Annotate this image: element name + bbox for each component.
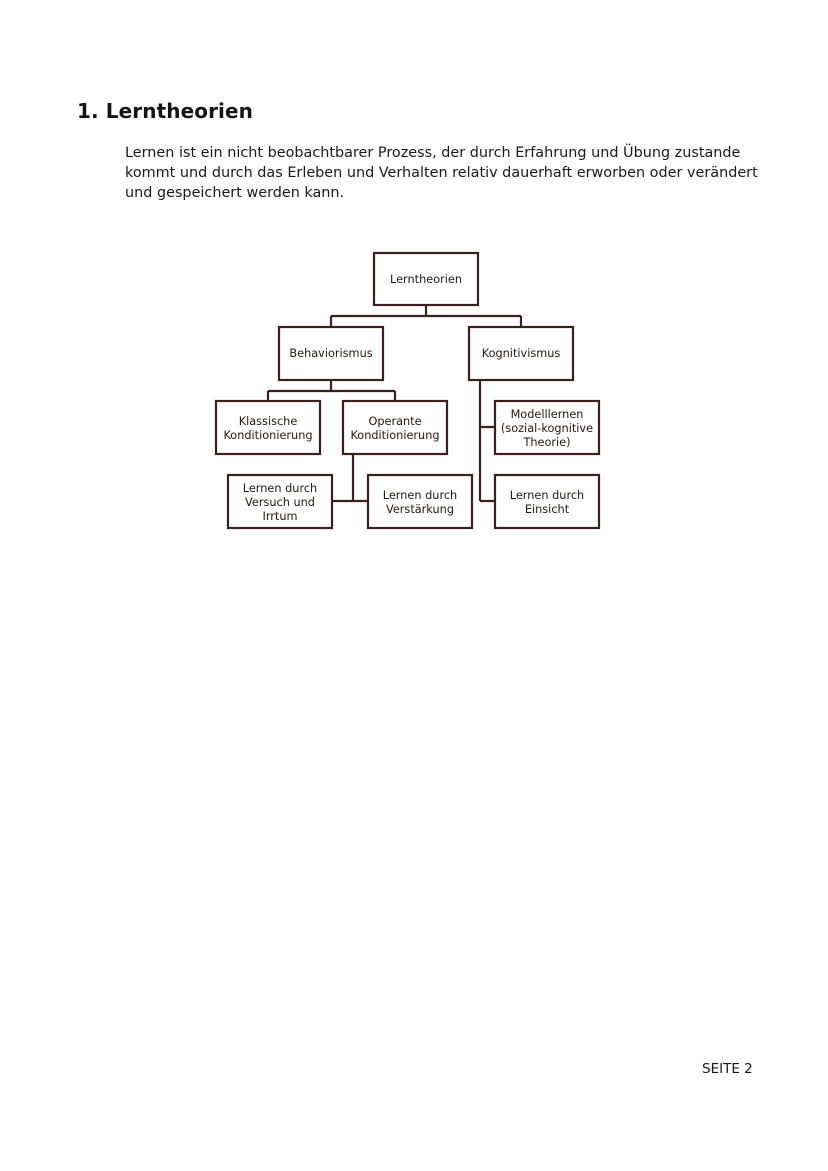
node-operante-konditionierung <box>343 401 447 454</box>
paragraph-line: kommt und durch das Erleben und Verhalten relativ dauerhaft erworben oder verändert <box>125 165 758 181</box>
node-label: Irrtum <box>262 510 298 523</box>
connector-operante-split <box>333 454 368 501</box>
node-label: Theorie) <box>523 436 571 449</box>
section-heading: 1. Lerntheorien <box>77 99 254 123</box>
node-label: Kognitivismus <box>481 347 561 360</box>
node-kognitivismus <box>469 327 573 380</box>
node-label: Versuch und <box>245 496 315 509</box>
node-klassische-konditionierung <box>216 401 320 454</box>
node-verstaerkung <box>368 475 472 528</box>
node-label: Lernen durch <box>382 489 458 502</box>
node-label: Modelllernen <box>510 408 584 421</box>
node-einsicht <box>495 475 599 528</box>
paragraph-line: und gespeichert werden kann. <box>125 185 345 201</box>
node-label: Lernen durch <box>242 482 318 495</box>
node-label: Konditionierung <box>350 429 440 442</box>
node-label: (sozial-kognitive <box>500 422 594 435</box>
node-label: Konditionierung <box>223 429 313 442</box>
node-label: Behaviorismus <box>289 347 373 360</box>
node-modelllernen <box>495 401 599 454</box>
node-label: Operante <box>368 415 422 428</box>
node-label: Einsicht <box>524 503 570 516</box>
node-label: Verstärkung <box>385 503 455 516</box>
node-lerntheorien <box>374 253 478 305</box>
node-behaviorismus <box>279 327 383 380</box>
paragraph-line: Lernen ist ein nicht beobachtbarer Prozess, der durch Erfahrung und Übung zustande <box>125 145 741 161</box>
node-versuch-und-irrtum <box>228 475 332 528</box>
connector-kognitivismus-split <box>480 380 495 501</box>
node-label: Klassische <box>238 415 298 428</box>
node-label: Lerntheorien <box>390 273 462 286</box>
page-number: SEITE 2 <box>702 1061 753 1077</box>
connector-root-split <box>331 305 521 327</box>
connector-behaviorismus-split <box>268 380 395 401</box>
node-label: Lernen durch <box>509 489 585 502</box>
